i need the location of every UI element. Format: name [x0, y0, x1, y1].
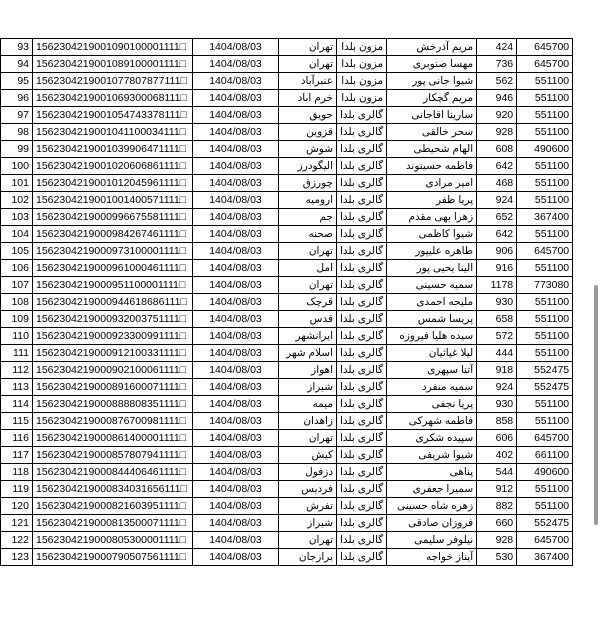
tracking-code-cell: 1562304219000861400001111□ — [33, 430, 193, 447]
city-cell: حویق — [279, 107, 337, 124]
store-type-cell: گالری بلدا — [337, 277, 387, 294]
city-cell: تهران — [279, 39, 337, 56]
row-number-cell: 97 — [1, 107, 33, 124]
tracking-code-cell: 1562304219000912100331111□ — [33, 345, 193, 362]
amount-cell: 551100 — [517, 498, 573, 515]
amount-cell: 551100 — [517, 413, 573, 430]
tracking-code-cell: 1562304219000961000461111□ — [33, 260, 193, 277]
date-cell: 1404/08/03 — [193, 328, 279, 345]
table-row — [1, 209, 573, 226]
row-number-cell: 110 — [1, 328, 33, 345]
store-type-cell: مزون بلدا — [337, 90, 387, 107]
tracking-code-cell: 1562304219001077807877111□ — [33, 73, 193, 90]
city-cell: الیگودرز — [279, 158, 337, 175]
city-cell: کیش — [279, 447, 337, 464]
customer-name-cell: سیده هلیا فیروزه — [387, 328, 477, 345]
city-cell: زاهدان — [279, 413, 337, 430]
table-row — [1, 277, 573, 294]
customer-name-cell: پناهی — [387, 464, 477, 481]
city-cell: ارومیه — [279, 192, 337, 209]
customer-name-cell: سمیه حسینی — [387, 277, 477, 294]
date-cell: 1404/08/03 — [193, 192, 279, 209]
customer-name-cell: زهره شاه حسینی — [387, 498, 477, 515]
tracking-code-cell: 1562304219001001400571111□ — [33, 192, 193, 209]
city-cell: اسلام شهر — [279, 345, 337, 362]
date-cell: 1404/08/03 — [193, 56, 279, 73]
amount-cell: 551100 — [517, 294, 573, 311]
table-row — [1, 328, 573, 345]
customer-name-cell: مریم گچکار — [387, 90, 477, 107]
row-number-cell: 108 — [1, 294, 33, 311]
tracking-code-cell: 1562304219001020606861111□ — [33, 158, 193, 175]
city-cell: چورزق — [279, 175, 337, 192]
city-cell: دزفول — [279, 464, 337, 481]
date-cell: 1404/08/03 — [193, 515, 279, 532]
amount-cell: 551100 — [517, 107, 573, 124]
tracking-code-cell: 1562304219000932003751111□ — [33, 311, 193, 328]
store-type-cell: مزون بلدا — [337, 73, 387, 90]
quantity-cell: 924 — [477, 192, 517, 209]
customer-name-cell: لیلا غیاثیان — [387, 345, 477, 362]
store-type-cell: گالری بلدا — [337, 175, 387, 192]
customer-name-cell: الینا یحیی پور — [387, 260, 477, 277]
table-row — [1, 498, 573, 515]
quantity-cell: 572 — [477, 328, 517, 345]
city-cell: برازجان — [279, 549, 337, 566]
city-cell: تهران — [279, 56, 337, 73]
city-cell: تهران — [279, 277, 337, 294]
city-cell: ایرانشهر — [279, 328, 337, 345]
date-cell: 1404/08/03 — [193, 379, 279, 396]
row-number-cell: 121 — [1, 515, 33, 532]
store-type-cell: گالری بلدا — [337, 226, 387, 243]
date-cell: 1404/08/03 — [193, 107, 279, 124]
row-number-cell: 123 — [1, 549, 33, 566]
store-type-cell: گالری بلدا — [337, 430, 387, 447]
tracking-code-cell: 1562304219000790507561111□ — [33, 549, 193, 566]
amount-cell: 551100 — [517, 124, 573, 141]
table-row — [1, 226, 573, 243]
customer-name-cell: زهرا بهی مقدم — [387, 209, 477, 226]
store-type-cell: گالری بلدا — [337, 396, 387, 413]
date-cell: 1404/08/03 — [193, 243, 279, 260]
store-type-cell: گالری بلدا — [337, 549, 387, 566]
row-number-cell: 116 — [1, 430, 33, 447]
customer-name-cell: سپیده شکری — [387, 430, 477, 447]
table-row — [1, 345, 573, 362]
city-cell: تهران — [279, 532, 337, 549]
customer-name-cell: سارینا اقاجانی — [387, 107, 477, 124]
row-number-cell: 104 — [1, 226, 33, 243]
row-number-cell: 114 — [1, 396, 33, 413]
tracking-code-cell: 1562304219001012045961111□ — [33, 175, 193, 192]
amount-cell: 551100 — [517, 481, 573, 498]
amount-cell: 661100 — [517, 447, 573, 464]
tracking-code-cell: 1562304219000888808351111□ — [33, 396, 193, 413]
customer-name-cell: سمیه منفرد — [387, 379, 477, 396]
date-cell: 1404/08/03 — [193, 226, 279, 243]
store-type-cell: گالری بلدا — [337, 515, 387, 532]
customer-name-cell: شیوا شریفی — [387, 447, 477, 464]
table-row — [1, 515, 573, 532]
row-number-cell: 96 — [1, 90, 33, 107]
row-number-cell: 98 — [1, 124, 33, 141]
customer-name-cell: نیلوفر سلیمی — [387, 532, 477, 549]
table-row — [1, 294, 573, 311]
date-cell: 1404/08/03 — [193, 277, 279, 294]
store-type-cell: مزون بلدا — [337, 56, 387, 73]
table-row — [1, 141, 573, 158]
date-cell: 1404/08/03 — [193, 90, 279, 107]
tracking-code-cell: 1562304219000844406461111□ — [33, 464, 193, 481]
quantity-cell: 424 — [477, 39, 517, 56]
amount-cell: 551100 — [517, 311, 573, 328]
customer-name-cell: فاطمه حسینوند — [387, 158, 477, 175]
table-body — [1, 39, 573, 566]
table-row — [1, 464, 573, 481]
tracking-code-cell: 1562304219001069300068111□ — [33, 90, 193, 107]
tracking-code-cell: 1562304219000813500071111□ — [33, 515, 193, 532]
amount-cell: 551100 — [517, 192, 573, 209]
table-row — [1, 413, 573, 430]
quantity-cell: 444 — [477, 345, 517, 362]
store-type-cell: گالری بلدا — [337, 209, 387, 226]
amount-cell: 367400 — [517, 549, 573, 566]
date-cell: 1404/08/03 — [193, 498, 279, 515]
row-number-cell: 106 — [1, 260, 33, 277]
quantity-cell: 918 — [477, 362, 517, 379]
customer-name-cell: شیوا کاظمی — [387, 226, 477, 243]
store-type-cell: گالری بلدا — [337, 464, 387, 481]
table-row — [1, 311, 573, 328]
table-row — [1, 260, 573, 277]
city-cell: امل — [279, 260, 337, 277]
customer-name-cell: فروزان صادقی — [387, 515, 477, 532]
quantity-cell: 920 — [477, 107, 517, 124]
date-cell: 1404/08/03 — [193, 294, 279, 311]
city-cell: شوش — [279, 141, 337, 158]
city-cell: تهران — [279, 243, 337, 260]
tracking-code-cell: 1562304219000951100001111□ — [33, 277, 193, 294]
row-number-cell: 100 — [1, 158, 33, 175]
table-row — [1, 362, 573, 379]
tracking-code-cell: 1562304219001054743378111□ — [33, 107, 193, 124]
amount-cell: 490600 — [517, 141, 573, 158]
amount-cell: 551100 — [517, 396, 573, 413]
quantity-cell: 642 — [477, 226, 517, 243]
row-number-cell: 119 — [1, 481, 33, 498]
tracking-code-cell: 1562304219001041100034111□ — [33, 124, 193, 141]
quantity-cell: 658 — [477, 311, 517, 328]
date-cell: 1404/08/03 — [193, 430, 279, 447]
table-row — [1, 73, 573, 90]
customer-name-cell: طاهره علیپور — [387, 243, 477, 260]
customer-name-cell: سمیرا جعفری — [387, 481, 477, 498]
city-cell: میمه — [279, 396, 337, 413]
quantity-cell: 660 — [477, 515, 517, 532]
tracking-code-cell: 1562304219000834031656111□ — [33, 481, 193, 498]
amount-cell: 773080 — [517, 277, 573, 294]
table-row — [1, 90, 573, 107]
quantity-cell: 928 — [477, 532, 517, 549]
city-cell: اهواز — [279, 362, 337, 379]
store-type-cell: گالری بلدا — [337, 124, 387, 141]
tracking-code-cell: 1562304219000902100061111□ — [33, 362, 193, 379]
date-cell: 1404/08/03 — [193, 124, 279, 141]
amount-cell: 645700 — [517, 532, 573, 549]
table-row — [1, 447, 573, 464]
row-number-cell: 101 — [1, 175, 33, 192]
quantity-cell: 642 — [477, 158, 517, 175]
tracking-code-cell: 1562304219000923300991111□ — [33, 328, 193, 345]
quantity-cell: 928 — [477, 124, 517, 141]
quantity-cell: 906 — [477, 243, 517, 260]
row-number-cell: 102 — [1, 192, 33, 209]
row-number-cell: 118 — [1, 464, 33, 481]
city-cell: عنبرآباد — [279, 73, 337, 90]
table-row — [1, 175, 573, 192]
city-cell: شیراز — [279, 515, 337, 532]
row-number-cell: 109 — [1, 311, 33, 328]
city-cell: جم — [279, 209, 337, 226]
table-row — [1, 158, 573, 175]
city-cell: قزوین — [279, 124, 337, 141]
customer-name-cell: ملیحه احمدی — [387, 294, 477, 311]
customer-name-cell: سحر خالقی — [387, 124, 477, 141]
table-row — [1, 56, 573, 73]
store-type-cell: گالری بلدا — [337, 379, 387, 396]
tracking-code-cell: 1562304219000805300001111□ — [33, 532, 193, 549]
store-type-cell: گالری بلدا — [337, 362, 387, 379]
customer-name-cell: آیناز خواجه — [387, 549, 477, 566]
store-type-cell: گالری بلدا — [337, 243, 387, 260]
amount-cell: 551100 — [517, 345, 573, 362]
date-cell: 1404/08/03 — [193, 73, 279, 90]
row-number-cell: 93 — [1, 39, 33, 56]
date-cell: 1404/08/03 — [193, 464, 279, 481]
quantity-cell: 882 — [477, 498, 517, 515]
amount-cell: 490600 — [517, 464, 573, 481]
quantity-cell: 402 — [477, 447, 517, 464]
store-type-cell: گالری بلدا — [337, 447, 387, 464]
store-type-cell: گالری بلدا — [337, 192, 387, 209]
tracking-code-cell: 1562304219001089100001111□ — [33, 56, 193, 73]
row-number-cell: 111 — [1, 345, 33, 362]
city-cell: قدس — [279, 311, 337, 328]
tracking-code-cell: 1562304219000996675581111□ — [33, 209, 193, 226]
city-cell: خرم اباد — [279, 90, 337, 107]
customer-name-cell: آتنا سپهری — [387, 362, 477, 379]
amount-cell: 552475 — [517, 379, 573, 396]
tracking-code-cell: 1562304219000857807941111□ — [33, 447, 193, 464]
store-type-cell: گالری بلدا — [337, 413, 387, 430]
quantity-cell: 1178 — [477, 277, 517, 294]
date-cell: 1404/08/03 — [193, 311, 279, 328]
shipment-table — [0, 38, 573, 566]
amount-cell: 551100 — [517, 175, 573, 192]
quantity-cell: 930 — [477, 294, 517, 311]
row-number-cell: 115 — [1, 413, 33, 430]
date-cell: 1404/08/03 — [193, 141, 279, 158]
table-row — [1, 379, 573, 396]
store-type-cell: گالری بلدا — [337, 328, 387, 345]
amount-cell: 645700 — [517, 56, 573, 73]
store-type-cell: گالری بلدا — [337, 498, 387, 515]
store-type-cell: مزون بلدا — [337, 39, 387, 56]
city-cell: شیراز — [279, 379, 337, 396]
store-type-cell: گالری بلدا — [337, 141, 387, 158]
amount-cell: 551100 — [517, 90, 573, 107]
row-number-cell: 122 — [1, 532, 33, 549]
table-row — [1, 549, 573, 566]
quantity-cell: 912 — [477, 481, 517, 498]
date-cell: 1404/08/03 — [193, 481, 279, 498]
date-cell: 1404/08/03 — [193, 260, 279, 277]
store-type-cell: گالری بلدا — [337, 481, 387, 498]
tracking-code-cell: 1562304219001039906471111□ — [33, 141, 193, 158]
table-row — [1, 430, 573, 447]
amount-cell: 551100 — [517, 328, 573, 345]
table-row — [1, 39, 573, 56]
row-number-cell: 105 — [1, 243, 33, 260]
city-cell: صحنه — [279, 226, 337, 243]
date-cell: 1404/08/03 — [193, 209, 279, 226]
amount-cell: 551100 — [517, 226, 573, 243]
amount-cell: 645700 — [517, 243, 573, 260]
row-number-cell: 94 — [1, 56, 33, 73]
row-number-cell: 95 — [1, 73, 33, 90]
date-cell: 1404/08/03 — [193, 175, 279, 192]
date-cell: 1404/08/03 — [193, 345, 279, 362]
quantity-cell: 544 — [477, 464, 517, 481]
table-row — [1, 107, 573, 124]
amount-cell: 551100 — [517, 260, 573, 277]
tracking-code-cell: 1562304219000876700981111□ — [33, 413, 193, 430]
store-type-cell: گالری بلدا — [337, 311, 387, 328]
tracking-code-cell: 1562304219000891600071111□ — [33, 379, 193, 396]
store-type-cell: گالری بلدا — [337, 158, 387, 175]
date-cell: 1404/08/03 — [193, 447, 279, 464]
customer-name-cell: الهام شحیطی — [387, 141, 477, 158]
date-cell: 1404/08/03 — [193, 362, 279, 379]
vertical-scrollbar[interactable] — [594, 285, 598, 525]
quantity-cell: 608 — [477, 141, 517, 158]
city-cell: قرچک — [279, 294, 337, 311]
table-row — [1, 532, 573, 549]
quantity-cell: 606 — [477, 430, 517, 447]
amount-cell: 645700 — [517, 39, 573, 56]
table-row — [1, 243, 573, 260]
quantity-cell: 946 — [477, 90, 517, 107]
quantity-cell: 562 — [477, 73, 517, 90]
table-row — [1, 396, 573, 413]
store-type-cell: گالری بلدا — [337, 107, 387, 124]
customer-name-cell: شیوا جانی پور — [387, 73, 477, 90]
table-row — [1, 192, 573, 209]
date-cell: 1404/08/03 — [193, 532, 279, 549]
customer-name-cell: پریا نجفی — [387, 396, 477, 413]
customer-name-cell: مریم آذرخش — [387, 39, 477, 56]
amount-cell: 551100 — [517, 158, 573, 175]
row-number-cell: 117 — [1, 447, 33, 464]
amount-cell: 551100 — [517, 73, 573, 90]
customer-name-cell: پریا ظفر — [387, 192, 477, 209]
table-row — [1, 481, 573, 498]
row-number-cell: 113 — [1, 379, 33, 396]
store-type-cell: گالری بلدا — [337, 345, 387, 362]
tracking-code-cell: 1562304219000973100001111□ — [33, 243, 193, 260]
quantity-cell: 924 — [477, 379, 517, 396]
quantity-cell: 916 — [477, 260, 517, 277]
customer-name-cell: مهسا صنوبری — [387, 56, 477, 73]
tracking-code-cell: 1562304219000984267461111□ — [33, 226, 193, 243]
date-cell: 1404/08/03 — [193, 396, 279, 413]
row-number-cell: 103 — [1, 209, 33, 226]
quantity-cell: 858 — [477, 413, 517, 430]
amount-cell: 552475 — [517, 515, 573, 532]
row-number-cell: 99 — [1, 141, 33, 158]
tracking-code-cell: 1562304219000944618686111□ — [33, 294, 193, 311]
row-number-cell: 107 — [1, 277, 33, 294]
row-number-cell: 112 — [1, 362, 33, 379]
city-cell: تفرش — [279, 498, 337, 515]
quantity-cell: 652 — [477, 209, 517, 226]
date-cell: 1404/08/03 — [193, 549, 279, 566]
row-number-cell: 120 — [1, 498, 33, 515]
amount-cell: 552475 — [517, 362, 573, 379]
date-cell: 1404/08/03 — [193, 158, 279, 175]
amount-cell: 367400 — [517, 209, 573, 226]
amount-cell: 645700 — [517, 430, 573, 447]
tracking-code-cell: 1562304219001090100001111□ — [33, 39, 193, 56]
table-row — [1, 124, 573, 141]
store-type-cell: گالری بلدا — [337, 260, 387, 277]
tracking-code-cell: 1562304219000821603951111□ — [33, 498, 193, 515]
quantity-cell: 468 — [477, 175, 517, 192]
store-type-cell: گالری بلدا — [337, 294, 387, 311]
quantity-cell: 930 — [477, 396, 517, 413]
date-cell: 1404/08/03 — [193, 39, 279, 56]
customer-name-cell: فاطمه شهرکی — [387, 413, 477, 430]
quantity-cell: 530 — [477, 549, 517, 566]
date-cell: 1404/08/03 — [193, 413, 279, 430]
city-cell: تهران — [279, 430, 337, 447]
customer-name-cell: امیر مرادی — [387, 175, 477, 192]
quantity-cell: 736 — [477, 56, 517, 73]
city-cell: فردیس — [279, 481, 337, 498]
customer-name-cell: پریسا شمس — [387, 311, 477, 328]
store-type-cell: گالری بلدا — [337, 532, 387, 549]
